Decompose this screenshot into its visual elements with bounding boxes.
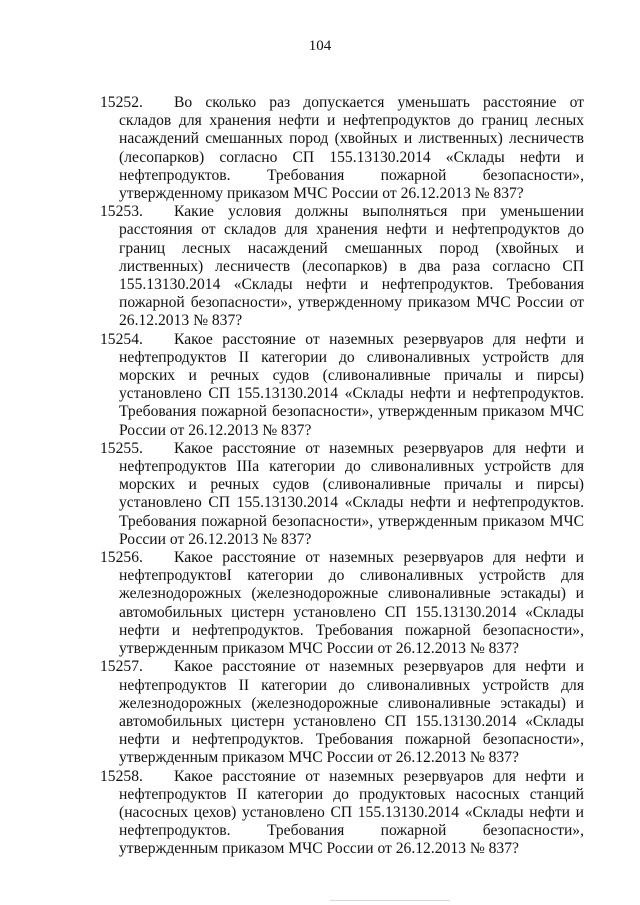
question-text: Какое расстояние от наземных резервуаров для нефти и нефтепродуктовI категории до сливоналивных устройств для железнодорожных (железнодорожные сливоналивные эстакады) и автомобильных цистерн установлено СП 155.13130.2014 «Склады нефти и нефтепродуктов. Требования пожарной безопасности», утвержденным приказом МЧС России от 26.12.2013 № 837? bbox=[119, 549, 584, 658]
question-text: Какое расстояние от наземных резервуаров для нефти и нефтепродуктов II категории до сливоналивных устройств для морских и речных судов (сливоналивные причалы и пирсы) установлено СП 155.13130.2014 «Склады нефти и нефтепродуктов. Требования пожарной безопасности», утвержденным приказом МЧС России от 26.12.2013 № 837? bbox=[119, 330, 584, 439]
question-number: 15258. bbox=[100, 767, 143, 785]
question-number: 15255. bbox=[100, 439, 143, 457]
question-text: Во сколько раз допускается уменьшать расстояние от складов для хранения нефти и нефтепродуктов до границ лесных насаждений смешанных пород (хвойных и лиственных) лесничеств (лесопарков) согласно СП 155.13130.2014 «Склады нефти и нефтепродуктов. Требования пожарной безопасности», утвержденному приказом МЧС России от 26.12.2013 № 837? bbox=[119, 94, 584, 203]
question-15258 bbox=[100, 767, 584, 859]
question-text: Какое расстояние от наземных резервуаров для нефти и нефтепродуктов II категории до продуктовых насосных станций (насосных цехов) установлено СП 155.13130.2014 «Склады нефти и нефтепродуктов. Требования пожарной безопасности», утвержденным приказом МЧС России от 26.12.2013 № 837? bbox=[119, 767, 584, 858]
question-15252 bbox=[100, 94, 584, 203]
scan-artifact-line bbox=[330, 900, 450, 901]
question-list bbox=[100, 94, 584, 859]
question-text: Какое расстояние от наземных резервуаров для нефти и нефтепродуктов II категории до сливоналивных устройств для железнодорожных (железнодорожные сливоналивные эстакады) и автомобильных цистерн установлено СП 155.13130.2014 «Склады нефти и нефтепродуктов. Требования пожарной безопасности», утвержденным приказом МЧС России от 26.12.2013 № 837? bbox=[119, 658, 584, 767]
question-number: 15256. bbox=[100, 549, 143, 567]
question-number: 15252. bbox=[100, 94, 143, 111]
page-number: 104 bbox=[308, 38, 332, 54]
question-text: Какие условия должны выполняться при уменьшении расстояния от складов для хранения нефти и нефтепродуктов до границ лесных насаждений смешанных пород (хвойных и лиственных) лесничеств (лесопарков) в два раза согласно СП 155.13130.2014 «Склады нефти и нефтепродуктов. Требования пожарной безопасности», утвержденному приказом МЧС России от 26.12.2013 № 837? bbox=[119, 203, 584, 330]
question-15255 bbox=[100, 439, 584, 549]
question-number: 15257. bbox=[100, 658, 143, 676]
question-15257 bbox=[100, 658, 584, 767]
question-number: 15254. bbox=[100, 330, 143, 348]
question-number: 15253. bbox=[100, 203, 143, 221]
question-text: Какое расстояние от наземных резервуаров для нефти и нефтепродуктов IIIа категории до сливоналивных устройств для морских и речных судов (сливоналивные причалы и пирсы) установлено СП 155.13130.2014 «Склады нефти и нефтепродуктов. Требования пожарной безопасности», утвержденным приказом МЧС России от 26.12.2013 № 837? bbox=[119, 439, 584, 548]
question-15256 bbox=[100, 549, 584, 658]
question-15253 bbox=[100, 203, 584, 330]
question-15254 bbox=[100, 330, 584, 440]
